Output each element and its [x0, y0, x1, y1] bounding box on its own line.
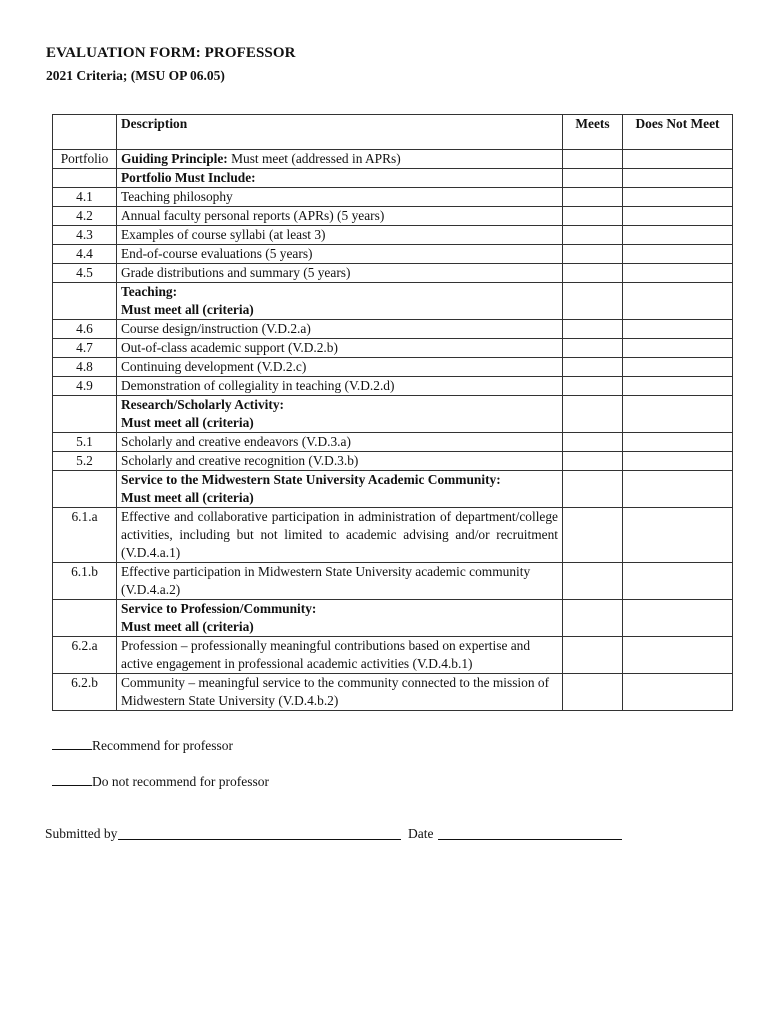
criterion-text: Annual faculty personal reports (APRs) (5 years) — [117, 207, 563, 226]
table-row — [53, 339, 733, 358]
meets-cell[interactable] — [563, 245, 623, 264]
criterion-number: 5.2 — [53, 452, 117, 471]
recommend-line — [52, 737, 233, 754]
meets-cell[interactable] — [563, 320, 623, 339]
does-not-meet-cell[interactable] — [623, 674, 733, 711]
service-msu-heading — [117, 471, 563, 508]
table-row — [53, 188, 733, 207]
criterion-number: 6.2.b — [53, 674, 117, 711]
section-heading: Teaching: — [121, 284, 178, 299]
section-heading: Service to Profession/Community: — [121, 601, 317, 616]
date-line[interactable] — [438, 839, 622, 840]
criterion-number: 4.5 — [53, 264, 117, 283]
table-row — [53, 226, 733, 245]
header-blank-cell — [53, 115, 117, 150]
does-not-meet-cell[interactable] — [623, 320, 733, 339]
form-subtitle: 2021 Criteria; (MSU OP 06.05) — [46, 68, 225, 83]
evaluation-table — [52, 114, 733, 711]
does-not-meet-cell[interactable] — [623, 245, 733, 264]
meets-cell[interactable] — [563, 188, 623, 207]
date-label: Date — [408, 826, 434, 841]
meets-cell[interactable] — [563, 433, 623, 452]
does-not-meet-cell[interactable] — [623, 358, 733, 377]
criterion-text: Community – meaningful service to the community connected to the mission of Midwestern State University (V.D.4.b.2) — [117, 674, 563, 711]
section-subheading: Must meet all (criteria) — [121, 490, 254, 505]
meets-cell[interactable] — [563, 150, 623, 169]
does-not-meet-cell[interactable] — [623, 283, 733, 320]
criterion-text: Scholarly and creative endeavors (V.D.3.a) — [117, 433, 563, 452]
header-meets: Meets — [563, 115, 623, 150]
does-not-meet-cell[interactable] — [623, 433, 733, 452]
meets-cell[interactable] — [563, 377, 623, 396]
portfolio-label: Portfolio — [53, 150, 117, 169]
service-msu-section-row — [53, 471, 733, 508]
service-profession-section-row — [53, 600, 733, 637]
table-row — [53, 563, 733, 600]
does-not-meet-cell[interactable] — [623, 600, 733, 637]
portfolio-must-include-row — [53, 169, 733, 188]
table-row — [53, 320, 733, 339]
meets-cell[interactable] — [563, 339, 623, 358]
guiding-principle-text: Must meet (addressed in APRs) — [227, 151, 401, 166]
does-not-meet-cell[interactable] — [623, 207, 733, 226]
criterion-text: Out-of-class academic support (V.D.2.b) — [117, 339, 563, 358]
table-row — [53, 245, 733, 264]
meets-cell[interactable] — [563, 358, 623, 377]
section-subheading: Must meet all (criteria) — [121, 415, 254, 430]
header-description: Description — [117, 115, 563, 150]
does-not-meet-cell[interactable] — [623, 637, 733, 674]
table-row — [53, 674, 733, 711]
criterion-number: 5.1 — [53, 433, 117, 452]
table-row — [53, 452, 733, 471]
teaching-heading — [117, 283, 563, 320]
criterion-number: 4.4 — [53, 245, 117, 264]
meets-cell[interactable] — [563, 563, 623, 600]
portfolio-row — [53, 150, 733, 169]
meets-cell[interactable] — [563, 637, 623, 674]
table-row — [53, 637, 733, 674]
criterion-text: Continuing development (V.D.2.c) — [117, 358, 563, 377]
section-subheading: Must meet all (criteria) — [121, 302, 254, 317]
criterion-text: Course design/instruction (V.D.2.a) — [117, 320, 563, 339]
portfolio-guiding-principle — [117, 150, 563, 169]
header-does-not-meet: Does Not Meet — [623, 115, 733, 150]
criterion-text: Grade distributions and summary (5 years) — [117, 264, 563, 283]
meets-cell[interactable] — [563, 508, 623, 563]
recommend-blank[interactable] — [52, 737, 92, 750]
does-not-meet-cell[interactable] — [623, 508, 733, 563]
criterion-number: 4.9 — [53, 377, 117, 396]
does-not-meet-cell[interactable] — [623, 264, 733, 283]
section-subheading: Must meet all (criteria) — [121, 619, 254, 634]
not-recommend-label: Do not recommend for professor — [92, 774, 269, 789]
table-row — [53, 508, 733, 563]
does-not-meet-cell[interactable] — [623, 396, 733, 433]
meets-cell[interactable] — [563, 600, 623, 637]
service-profession-heading — [117, 600, 563, 637]
section-heading: Research/Scholarly Activity: — [121, 397, 285, 412]
criterion-number: 4.3 — [53, 226, 117, 245]
portfolio-must-include: Portfolio Must Include: — [117, 169, 563, 188]
criterion-text: Scholarly and creative recognition (V.D.3.b) — [117, 452, 563, 471]
criterion-text: Examples of course syllabi (at least 3) — [117, 226, 563, 245]
does-not-meet-cell[interactable] — [623, 471, 733, 508]
not-recommend-line — [52, 773, 269, 790]
does-not-meet-cell[interactable] — [623, 169, 733, 188]
meets-cell[interactable] — [563, 452, 623, 471]
criterion-text: Effective and collaborative participation in administration of department/college activities, including but not limited to academic advising and/or recruitment (V.D.4.a.1) — [117, 508, 563, 563]
guiding-principle-label: Guiding Principle: — [121, 151, 228, 166]
meets-cell[interactable] — [563, 471, 623, 508]
table-row — [53, 377, 733, 396]
table-header-row — [53, 115, 733, 150]
table-row — [53, 264, 733, 283]
criterion-text: Teaching philosophy — [117, 188, 563, 207]
research-section-row — [53, 396, 733, 433]
criterion-text: End-of-course evaluations (5 years) — [117, 245, 563, 264]
table-row — [53, 433, 733, 452]
does-not-meet-cell[interactable] — [623, 150, 733, 169]
meets-cell[interactable] — [563, 674, 623, 711]
criterion-text: Demonstration of collegiality in teaching (V.D.2.d) — [117, 377, 563, 396]
criterion-number: 4.1 — [53, 188, 117, 207]
criterion-number: 4.6 — [53, 320, 117, 339]
does-not-meet-cell[interactable] — [623, 188, 733, 207]
criterion-number: 4.7 — [53, 339, 117, 358]
meets-cell[interactable] — [563, 396, 623, 433]
recommend-label: Recommend for professor — [92, 738, 233, 753]
does-not-meet-cell[interactable] — [623, 339, 733, 358]
submitted-by-label: Submitted by — [45, 826, 118, 841]
section-heading: Service to the Midwestern State University Academic Community: — [121, 472, 501, 487]
criterion-text: Profession – professionally meaningful contributions based on expertise and active engagement in professional academic activities (V.D.4.b.1) — [117, 637, 563, 674]
table-row — [53, 207, 733, 226]
criterion-number: 6.1.a — [53, 508, 117, 563]
meets-cell[interactable] — [563, 264, 623, 283]
criterion-number: 4.8 — [53, 358, 117, 377]
criterion-number: 6.2.a — [53, 637, 117, 674]
teaching-section-row — [53, 283, 733, 320]
does-not-meet-cell[interactable] — [623, 226, 733, 245]
table-row — [53, 358, 733, 377]
research-heading — [117, 396, 563, 433]
meets-cell[interactable] — [563, 207, 623, 226]
meets-cell[interactable] — [563, 226, 623, 245]
criterion-number: 6.1.b — [53, 563, 117, 600]
does-not-meet-cell[interactable] — [623, 563, 733, 600]
meets-cell[interactable] — [563, 283, 623, 320]
submitted-by-line[interactable] — [118, 839, 401, 840]
not-recommend-blank[interactable] — [52, 773, 92, 786]
does-not-meet-cell[interactable] — [623, 452, 733, 471]
criterion-number: 4.2 — [53, 207, 117, 226]
criterion-text: Effective participation in Midwestern State University academic community (V.D.4.a.2) — [117, 563, 563, 600]
form-title: EVALUATION FORM: PROFESSOR — [46, 45, 296, 61]
does-not-meet-cell[interactable] — [623, 377, 733, 396]
meets-cell[interactable] — [563, 169, 623, 188]
